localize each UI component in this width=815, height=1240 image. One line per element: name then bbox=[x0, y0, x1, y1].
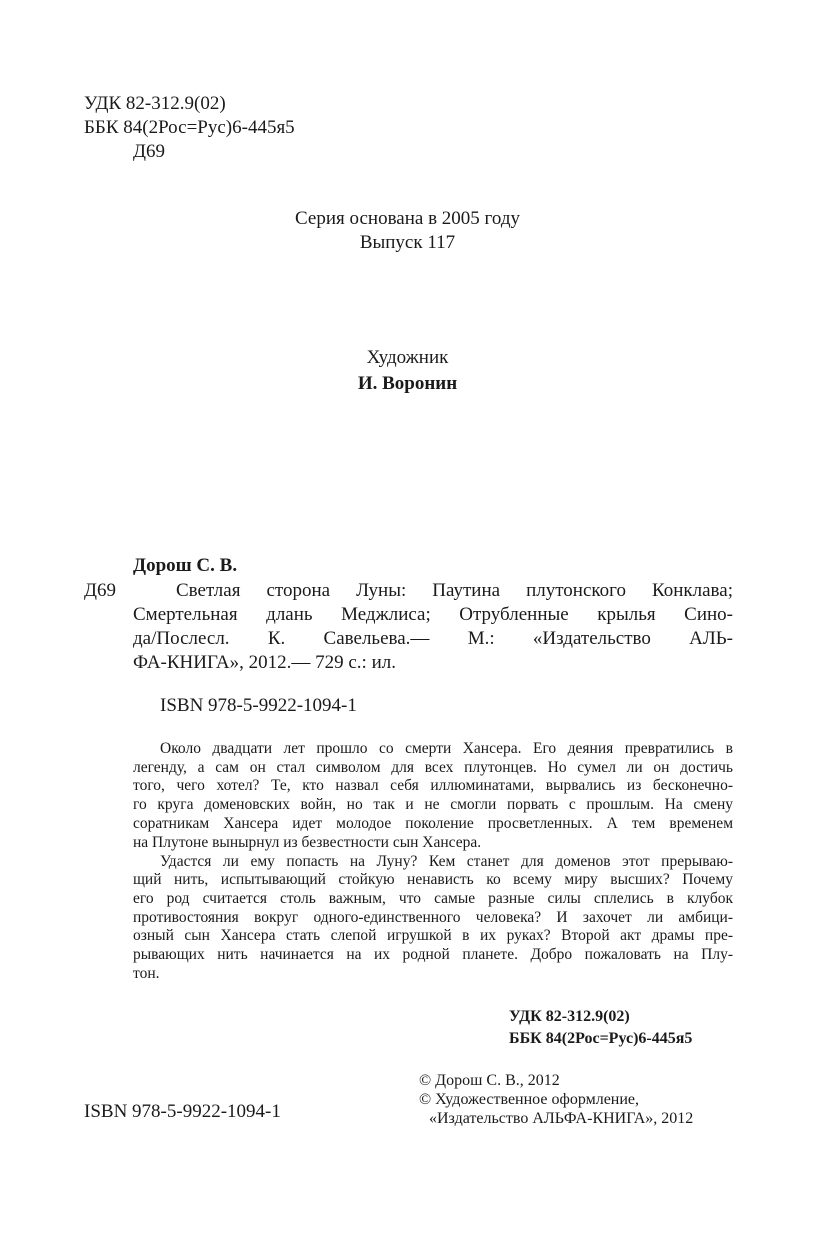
annotation-line: соратникам Хансера идет молодое поколение просветленных. А тем временем bbox=[133, 814, 733, 832]
annotation-line: его род считается столь важным, что самые разные силы сплелись в клубок bbox=[133, 889, 733, 907]
artist-label: Художник bbox=[366, 347, 449, 368]
annotation-line: щий нить, испытывающий стойкую ненависть ко всему миру высших? Почему bbox=[133, 871, 733, 889]
annotation-line: Удастся ли ему попасть на Луну? Кем станет для доменов этот прерываю- bbox=[160, 852, 733, 870]
catalog-line: Светлая сторона Луны: Паутина плутонского Конклава; bbox=[176, 580, 733, 601]
annotation-line: озный сын Хансера стать слепой игрушкой в их руках? Второй акт драмы пре- bbox=[133, 927, 733, 945]
annotation-line: противостояния вокруг одного-единственного человека? И захочет ли амбици- bbox=[133, 908, 733, 926]
catalog-line: Смертельная длань Меджлиса; Отрубленные крылья Сино- bbox=[133, 604, 733, 625]
udk-code: УДК 82-312.9(02) bbox=[84, 93, 226, 114]
bottom-udk-code: УДК 82-312.9(02) bbox=[509, 1008, 630, 1025]
catalog-mark: Д69 bbox=[84, 580, 116, 601]
annotation-line: го круга доменовских войн, но так и не смогли порвать с прошлым. На смену bbox=[133, 796, 733, 814]
annotation-line: легенду, а сам он стал символом для всех плутонцев. Но сумел ли он достичь bbox=[133, 758, 733, 776]
catalog-line: ФА-КНИГА», 2012.— 729 с.: ил. bbox=[133, 652, 396, 673]
annotation-line: на Плутоне вынырнул из безвестности сын Хансера. bbox=[133, 833, 482, 851]
artist-name: И. Воронин bbox=[357, 373, 458, 394]
author-mark: Д69 bbox=[133, 141, 165, 162]
catalog-line: да/Послесл. К. Савельева.— М.: «Издательство АЛЬ- bbox=[133, 628, 733, 649]
bbk-code: ББК 84(2Рос=Рус)6-445я5 bbox=[84, 117, 295, 138]
catalog-author: Дорош С. В. bbox=[133, 555, 238, 576]
series-issue: Выпуск 117 bbox=[359, 232, 456, 253]
annotation-line: тон. bbox=[133, 964, 160, 982]
series-founded: Серия основана в 2005 году bbox=[295, 208, 520, 229]
annotation-line: того, чего хотел? Те, кто назвал себя иллюминатами, вырвались из бесконечно- bbox=[133, 777, 733, 795]
bottom-isbn: ISBN 978-5-9922-1094-1 bbox=[84, 1101, 281, 1122]
copyright-author: © Дорош С. В., 2012 bbox=[419, 1072, 560, 1089]
catalog-isbn: ISBN 978-5-9922-1094-1 bbox=[160, 695, 357, 716]
annotation-line: рывающих нить начинается на их родной планете. Добро пожаловать на Плу- bbox=[133, 946, 733, 963]
copyright-design: © Художественное оформление, bbox=[419, 1091, 640, 1108]
annotation-line: Около двадцати лет прошло со смерти Хансера. Его деяния превратились в bbox=[160, 740, 733, 757]
bottom-bbk-code: ББК 84(2Рос=Рус)6-445я5 bbox=[509, 1030, 693, 1047]
copyright-publisher: «Издательство АЛЬФА-КНИГА», 2012 bbox=[429, 1110, 694, 1127]
